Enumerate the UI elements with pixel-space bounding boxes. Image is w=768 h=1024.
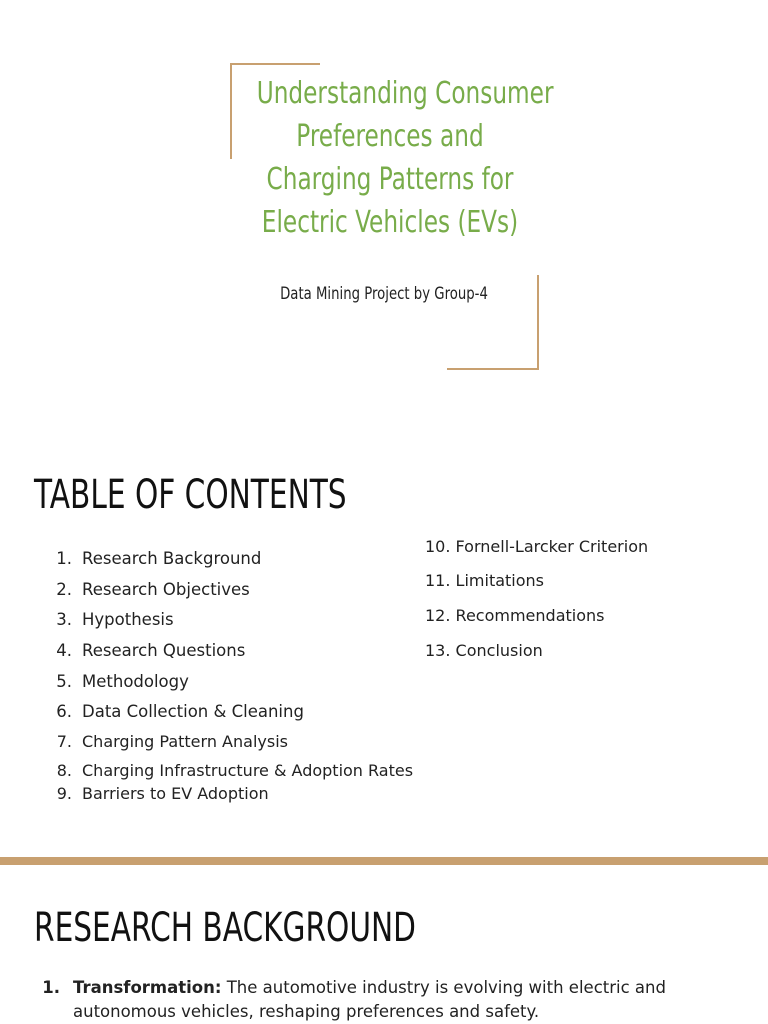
- toc-item-number: 2.: [56, 580, 72, 599]
- toc-item: [44, 672, 189, 691]
- toc-item-label: Data Collection & Cleaning: [82, 702, 304, 721]
- slide-divider: [0, 857, 768, 865]
- toc-item-label: Charging Pattern Analysis: [82, 732, 288, 751]
- list-item: [40, 976, 680, 1024]
- toc-item-label: Charging Infrastructure & Adoption Rates: [82, 761, 414, 780]
- toc-item-number: 7.: [56, 732, 72, 751]
- research-background-slide: [0, 865, 768, 1024]
- research-background-heading: RESEARCH BACKGROUND: [34, 905, 416, 951]
- toc-item: [44, 784, 269, 803]
- toc-item-number: 8.: [56, 761, 72, 780]
- toc-item-number: 6.: [56, 702, 72, 721]
- toc-item-label: Methodology: [82, 672, 189, 691]
- toc-item-label: Research Objectives: [82, 580, 250, 599]
- toc-item-label: Conclusion: [455, 641, 543, 660]
- list-item-body: [73, 976, 680, 1024]
- toc-item: [44, 732, 288, 751]
- toc-item: [425, 606, 604, 625]
- toc-item: [44, 702, 304, 721]
- toc-item: [44, 641, 245, 660]
- list-item-number: 1.: [42, 978, 60, 997]
- toc-item-number: 5.: [56, 672, 72, 691]
- toc-item-number: 13.: [425, 641, 451, 660]
- toc-item-label: Research Background: [82, 549, 262, 568]
- list-item-term: Transformation:: [73, 978, 222, 997]
- toc-item: [425, 537, 648, 556]
- presentation-title: [256, 72, 554, 244]
- title-line: Charging Patterns for: [266, 162, 514, 197]
- toc-item-number: 12.: [425, 606, 451, 625]
- toc-item: [44, 549, 261, 568]
- toc-item-number: 10.: [425, 537, 451, 556]
- toc-item-label: Research Questions: [82, 641, 246, 660]
- toc-item-label: Limitations: [455, 571, 544, 590]
- toc-item: [425, 641, 543, 660]
- toc-item-number: 3.: [56, 610, 72, 629]
- toc-item-number: 4.: [56, 641, 72, 660]
- presentation-subtitle: Data Mining Project by Group-4: [280, 284, 488, 304]
- title-slide: [0, 0, 768, 430]
- list-item-text: The automotive industry is evolving with electric and autonomous vehicles, reshaping preferences and safety.: [73, 978, 666, 1021]
- toc-slide: [0, 440, 768, 856]
- toc-item-label: Hypothesis: [82, 610, 174, 629]
- toc-item: [44, 580, 250, 599]
- toc-item: [44, 761, 413, 780]
- toc-heading: TABLE OF CONTENTS: [34, 472, 347, 518]
- title-line: Understanding Consumer: [256, 76, 554, 111]
- toc-item-number: 9.: [56, 784, 72, 803]
- toc-item-label: Recommendations: [455, 606, 605, 625]
- toc-item-number: 1.: [56, 549, 72, 568]
- toc-item: [425, 571, 544, 590]
- toc-item-number: 11.: [425, 571, 451, 590]
- title-line: Preferences and: [296, 119, 484, 154]
- title-line: Electric Vehicles (EVs): [261, 205, 519, 240]
- toc-item-label: Barriers to EV Adoption: [82, 784, 269, 803]
- toc-item-label: Fornell-Larcker Criterion: [455, 537, 649, 556]
- toc-item: [44, 610, 174, 629]
